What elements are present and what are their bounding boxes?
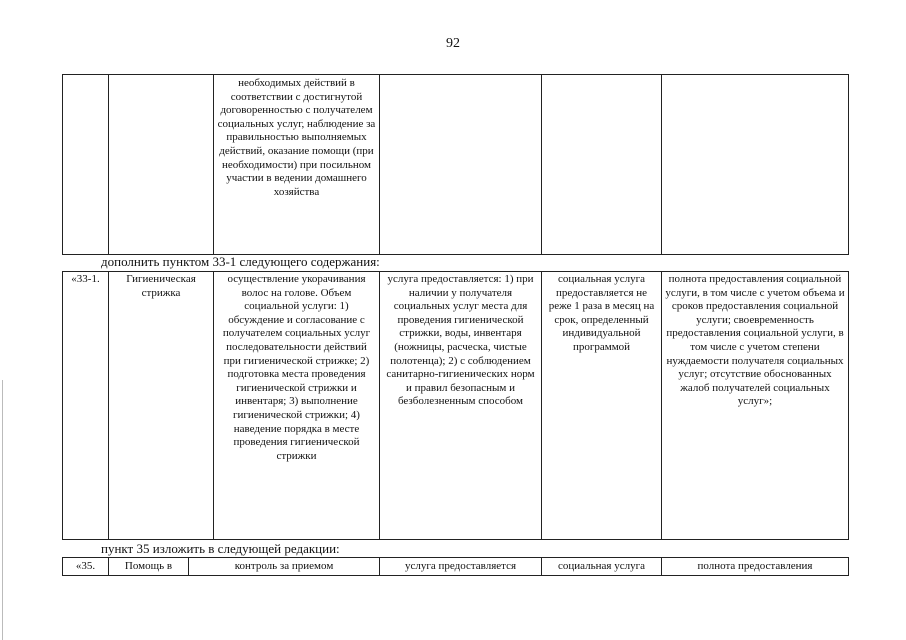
cell-service-description: контроль за приемом [189,558,380,576]
scan-edge-line [2,380,3,640]
table-row [63,558,849,576]
table-row [63,75,849,255]
cell-service-name: Гигиеническая стрижка [109,272,214,540]
page-number: 92 [446,36,460,51]
cell-service-description: осуществление укорачивания волос на голове. Объем социальной услуги: 1) обсуждение и согласование с получателем социальных услуг последовательности действий при гигиенической стрижке; 2) подготовка места проведения гигиенической стрижки и инвентаря; 3) выполнение гигиенической стрижки; 4) наведение порядка в месте проведения гигиенической стрижки [214,272,380,540]
amendment-instruction-33-1: дополнить пунктом 33-1 следующего содержания: [101,254,380,269]
cell-number [63,75,109,255]
cell-service-name [109,75,214,255]
amendment-instruction-35: пункт 35 изложить в следующей редакции: [101,541,340,556]
table-item-33-1 [62,271,849,540]
table-row [63,272,849,540]
cell-terms [542,75,662,255]
table-continuation [62,74,849,255]
cell-quality-indicators: полнота предоставления социальной услуги, в том числе с учетом объема и сроков предоставления социальной услуги; своевременность предоставления социальной услуги, в том числе с учетом степени нуждаемости получателя социальных услуг; отсутствие обоснованных жалоб получателей социальных услуг»; [662,272,849,540]
cell-service-description: необходимых действий в соответствии с достигнутой договоренностью с получателем социальных услуг, наблюдение за правильностью выполняемых действий, оказание помощи (при необходимости) при посильном участии в ведении домашнего хозяйства [214,75,380,255]
cell-conditions: услуга предоставляется: 1) при наличии у получателя социальных услуг места для проведения гигиенической стрижки, воды, инвентаря (ножницы, расческа, чистые полотенца); 2) с соблюдением санитарно-гигиенических норм и правил безопасным и безболезненным способом [380,272,542,540]
cell-quality-indicators [662,75,849,255]
cell-number: «35. [63,558,109,576]
cell-quality-indicators: полнота предоставления [662,558,849,576]
cell-number: «33-1. [63,272,109,540]
cell-conditions [380,75,542,255]
cell-terms: социальная услуга предоставляется не реже 1 раза в месяц на срок, определенный индивидуальной программой [542,272,662,540]
cell-service-name: Помощь в [109,558,189,576]
cell-terms: социальная услуга [542,558,662,576]
cell-conditions: услуга предоставляется [380,558,542,576]
table-item-35 [62,557,849,576]
